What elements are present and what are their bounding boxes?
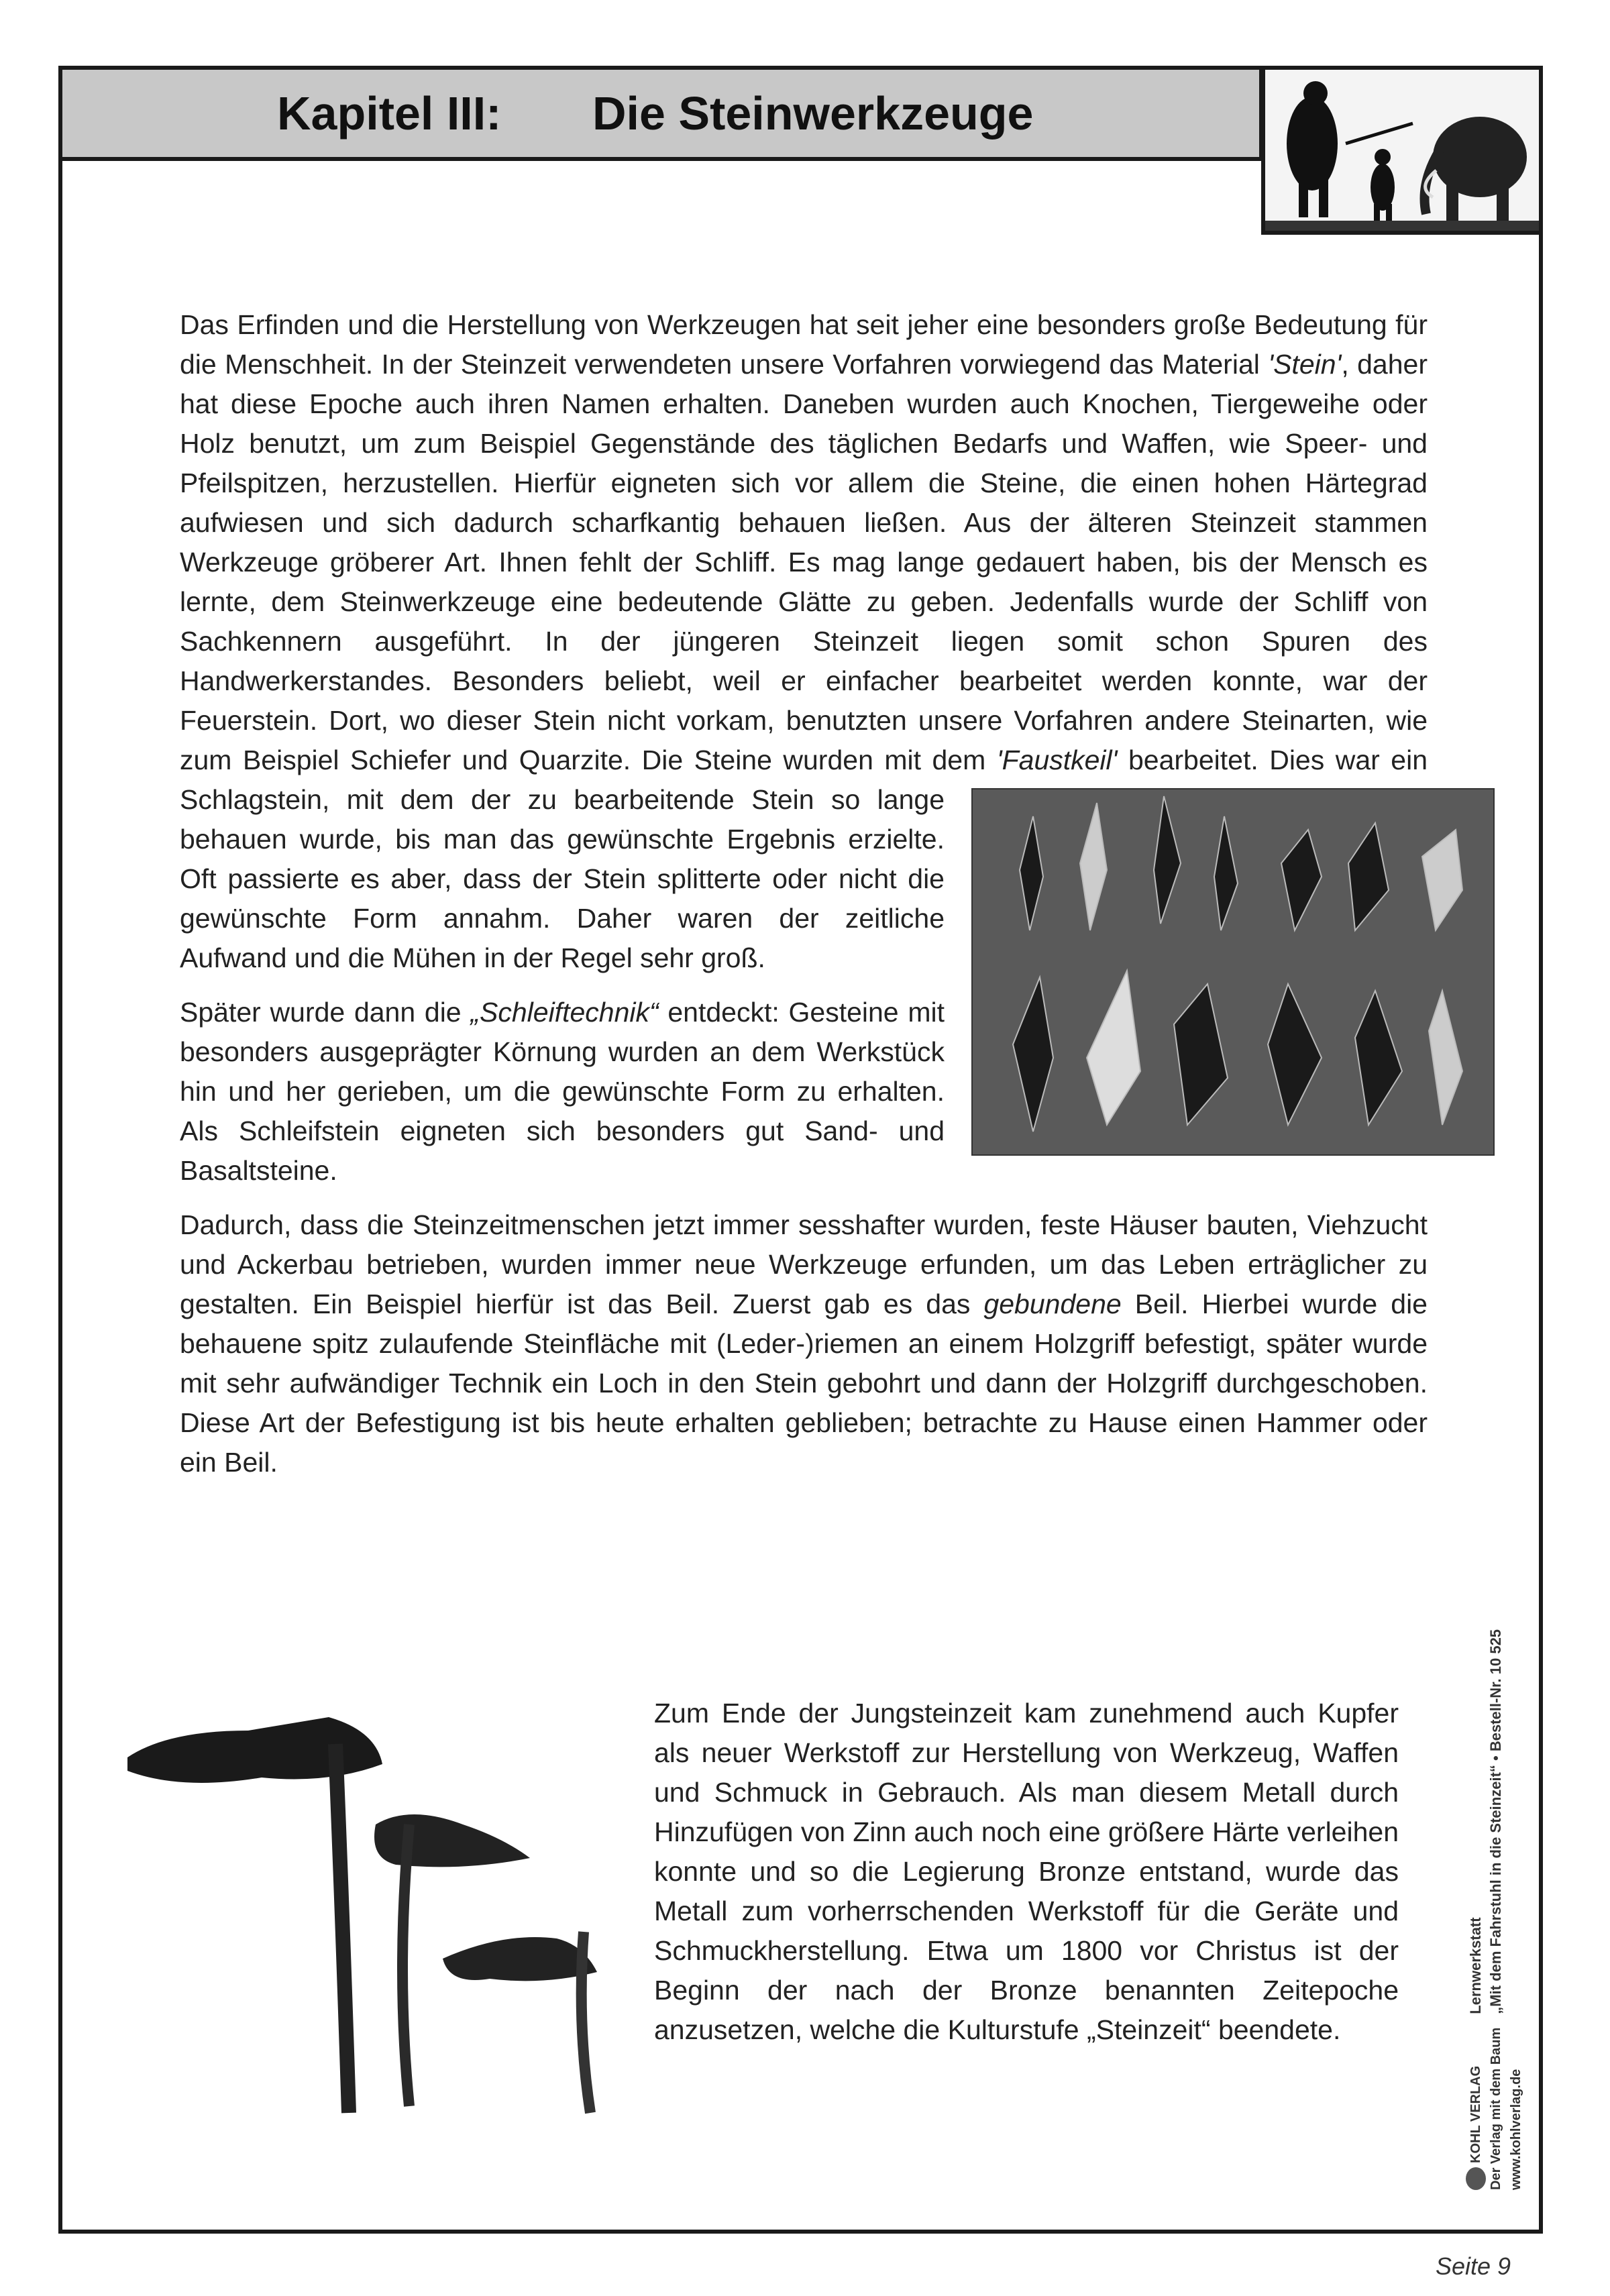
stone-axes-illustration [127, 1704, 610, 2126]
text: entdeckt: Gesteine mit besonders ausgeprägter Körnung wurden an dem Werkstück hin und her gerieben, um die gewünschte Form zu erhalten. Als Schleifstein eigneten sich besonders gut Sand- und Basaltsteine. [180, 997, 945, 1186]
chapter-header [58, 66, 1263, 161]
book-title-order-number: „Mit dem Fahrstuhl in die Steinzeit“ • Bestell-Nr. 10 525 [1487, 1629, 1504, 2014]
publisher-logo [1466, 2028, 1526, 2190]
text: Dadurch, dass die Steinzeitmenschen jetzt immer sesshafter wurden, feste Häuser bauten, Viehzucht und Ackerbau betrieben, wurden immer neue Werkzeuge erfunden, um das Leben erträglicher zu gestalten. Ein Beispiel hierfür ist das Beil. Zuerst gab es das [180, 1209, 1428, 1319]
paragraph-bronze: Zum Ende der Jungsteinzeit kam zunehmend auch Kupfer als neuer Werkstoff zur Herstellung von Werkzeug, Waffen und Schmuck in Gebrauch. Als man diesem Metall durch Hinzufügen von Zinn auch noch eine größere Härte verleihen konnte und so die Legierung Bronze entstand, wurde das Metall zum vorherrschenden Werkstoff für die Geräte und Schmuckherstellung. Etwa um 1800 vor Christus ist der Beginn der nach der Bronze benannten Zeitepoche anzusetzen, welche die Kulturstufe „Steinzeit“ beendete. [654, 1698, 1399, 2045]
chapter-title: Die Steinwerkzeuge [592, 87, 1034, 140]
term-stein: 'Stein' [1268, 349, 1342, 380]
text: bearbeitet. Dies war ein Schlagstein, mit dem der zu bearbeitende Stein so lange behauen wurde, bis man das gewünschte Ergebnis erzielte. Oft passierte es aber, dass der Stein splitterte oder nicht die gewünschte Form annahm. Daher waren der zeitliche Aufwand und die Mühen in der Regel sehr groß. [180, 745, 1428, 973]
series-name: Lernwerkstatt [1467, 1917, 1484, 2014]
stone-age-hunters-illustration [1261, 66, 1543, 235]
term-schleiftechnik: „Schleiftechnik“ [470, 997, 659, 1028]
publisher-url: www.kohlverlag.de [1509, 2069, 1523, 2190]
main-text [180, 305, 1428, 1497]
paragraph-intro [180, 305, 1428, 978]
term-gebundene: gebundene [983, 1289, 1122, 1319]
flint-tools-photo [971, 788, 1495, 1156]
text: Das Erfinden und die Herstellung von Werkzeugen hat seit jeher eine besonders große Bedeutung für die Menschheit. In der Steinzeit verwendeten unsere Vorfahren vorwiegend das Material [180, 309, 1428, 380]
logo-text: KOHL VERLAG [1468, 2065, 1483, 2163]
text: Später wurde dann die [180, 997, 471, 1028]
text: Beil. Hierbei wurde die behauene spitz zulaufende Steinfläche mit (Leder-)riemen an einem Holzgriff befestigt, später wurde mit sehr aufwändiger Technik ein Loch in den Stein gebohrt und dann der Holzgriff durchgeschoben. Diese Art der Befestigung ist bis heute erhalten geblieben; betrachte zu Hause einen Hammer oder ein Beil. [180, 1289, 1428, 1478]
text: , daher hat diese Epoche auch ihren Namen erhalten. Daneben wurden auch Knochen, Tiergeweihe oder Holz benutzt, um zum Beispiel Gegenstände des täglichen Bedarfs und Waffen, wie Speer- und Pfeilspitzen, herzustellen. Hierfür eigneten sich vor allem die Steine, die einen hohen Härtegrad aufwiesen und sich dadurch scharfkantig behauen ließen. Aus der älteren Steinzeit stammen Werkzeuge gröberer Art. Ihnen fehlt der Schliff. Es mag lange gedauert haben, bis der Mensch es lernte, dem Steinwerkzeuge eine bedeutende Glätte zu geben. Jedenfalls wurde der Schliff von Sachkennern ausgeführt. In der jüngeren Steinzeit liegen somit schon Spuren des Handwerkerstandes. Besonders beliebt, weil er einfacher bearbeitet werden konnte, war der Feuerstein. Dort, wo dieser Stein nicht vorkam, benutzten unsere Vorfahren andere Steinarten, wie zum Beispiel Schiefer und Quarzite. Die Steine wurden mit dem [180, 349, 1428, 775]
paragraph-beil [180, 1205, 1428, 1482]
tree-icon [1466, 2167, 1486, 2190]
publisher-imprint [1442, 1442, 1543, 2213]
term-faustkeil: 'Faustkeil' [996, 745, 1118, 775]
chapter-number: Kapitel III: [277, 87, 502, 140]
page-number: Seite 9 [1436, 2252, 1511, 2280]
logo-subtitle: Der Verlag mit dem Baum [1489, 2027, 1503, 2190]
